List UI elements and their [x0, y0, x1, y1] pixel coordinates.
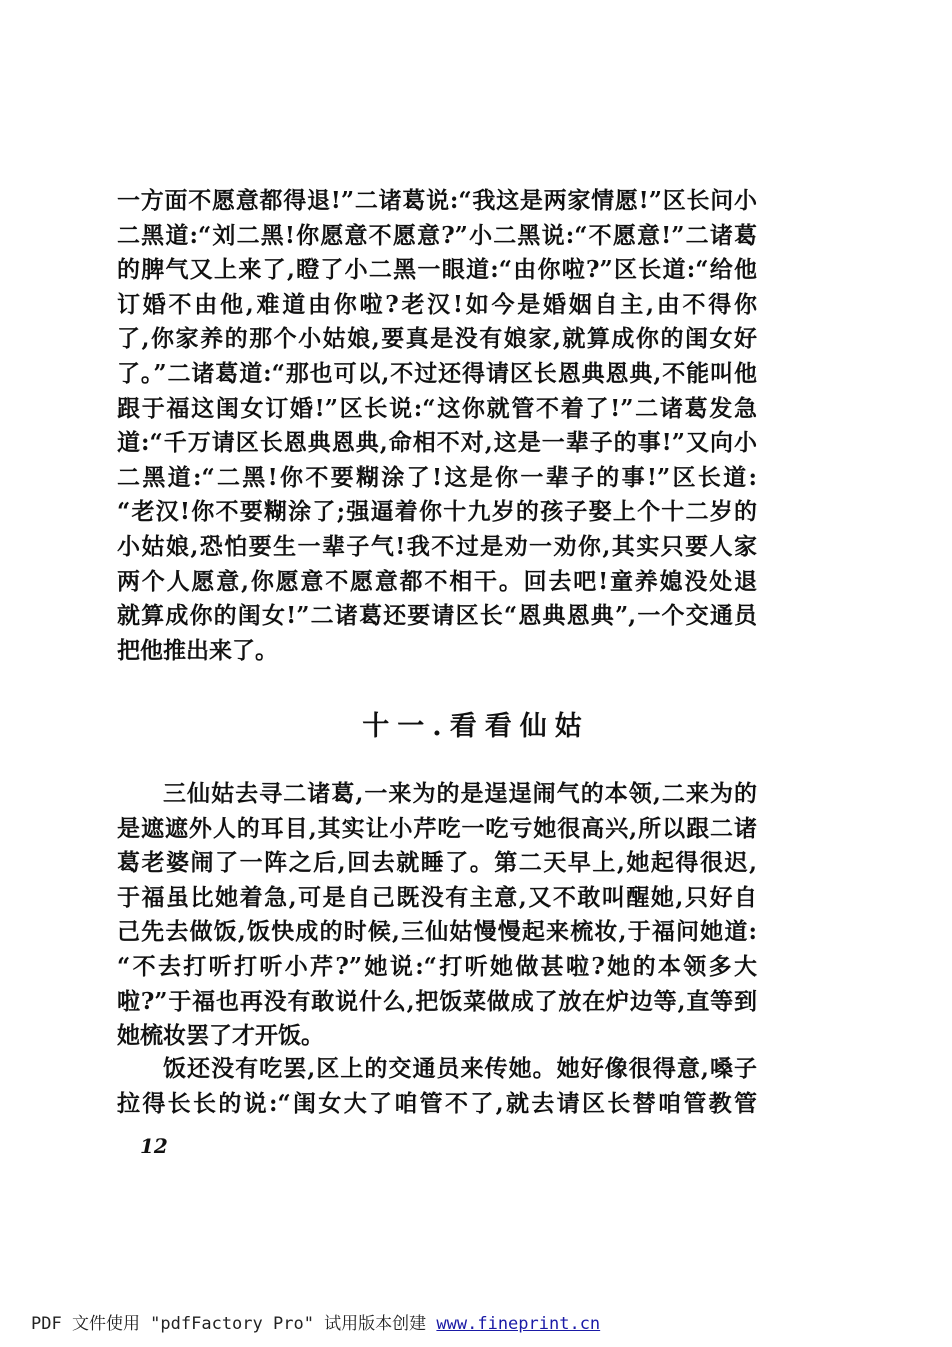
text-line: 二黑道:“刘二黑!你愿意不愿意?”小二黑说:“不愿意!”二诸葛 [117, 221, 757, 249]
paragraph [117, 777, 757, 1054]
text-line: 己先去做饭,饭快成的时候,三仙姑慢慢起来梳妆,于福问她道: [117, 918, 757, 946]
text-line: 三仙姑去寻二诸葛,一来为的是逞逞闹气的本领,二来为的 [163, 780, 757, 807]
text-line: 一方面不愿意都得退!”二诸葛说:“我这是两家情愿!”区长问小 [117, 187, 757, 214]
text-line: 她梳妆罢了才开饭。 [117, 1022, 324, 1050]
text-line: 二黑道:“二黑!你不要糊涂了!这是你一辈子的事!”区长道: [117, 463, 757, 491]
text-line: 就算成你的闺女!”二诸葛还要请区长“恩典恩典”,一个交通员 [117, 602, 757, 630]
text-line: 啦?”于福也再没有敢说什么,把饭菜做成了放在炉边等,直等到 [117, 987, 757, 1015]
text-line: 是遮遮外人的耳目,其实让小芹吃一吃亏她很高兴,所以跟二诸 [117, 814, 757, 842]
text-line: 小姑娘,恐怕要生一辈子气!我不过是劝一劝你,其实只要人家 [117, 532, 757, 560]
text-line: 拉得长长的说:“闺女大了咱管不了,就去请区长替咱管教管 [117, 1089, 757, 1117]
footer-text: PDF 文件使用 "pdfFactory Pro" 试用版本创建 [31, 1314, 437, 1334]
text-line: 葛老婆闹了一阵之后,回去就睡了。第二天早上,她起得很迟, [117, 849, 757, 877]
text-line: 两个人愿意,你愿意不愿意都不相干。回去吧!童养媳没处退 [117, 567, 757, 595]
text-line: 了。”二诸葛道:“那也可以,不过还得请区长恩典恩典,不能叫他 [117, 359, 757, 387]
text-line: 把他推出来了。 [117, 636, 278, 664]
text-line: “老汉!你不要糊涂了;强逼着你十九岁的孩子娶上个十二岁的 [117, 498, 757, 526]
text-line: 道:“千万请区长恩典恩典,命相不对,这是一辈子的事!”又向小 [117, 429, 757, 457]
text-line: 饭还没有吃罢,区上的交通员来传她。她好像很得意,嗓子 [163, 1055, 757, 1082]
paragraph-continued [117, 184, 757, 668]
text-line: 的脾气又上来了,瞪了小二黑一眼道:“由你啦?”区长道:“给他 [117, 256, 757, 284]
footer-link[interactable]: www.fineprint.cn [436, 1314, 601, 1334]
page-number: 12 [140, 1134, 168, 1158]
pdf-footer [31, 1309, 600, 1334]
paragraph [117, 1052, 757, 1121]
text-line: 了,你家养的那个小姑娘,要真是没有娘家,就算成你的闺女好 [117, 325, 757, 353]
chapter-heading: 十一.看看仙姑 [362, 711, 590, 742]
text-line: 订婚不由他,难道由你啦?老汉!如今是婚姻自主,由不得你 [117, 290, 757, 318]
text-line: “不去打听打听小芹?”她说:“打听她做甚啦?她的本领多大 [117, 952, 757, 980]
text-line: 跟于福这闺女订婚!”区长说:“这你就管不着了!”二诸葛发急 [117, 394, 757, 422]
text-line: 于福虽比她着急,可是自己既没有主意,又不敢叫醒她,只好自 [117, 883, 757, 911]
